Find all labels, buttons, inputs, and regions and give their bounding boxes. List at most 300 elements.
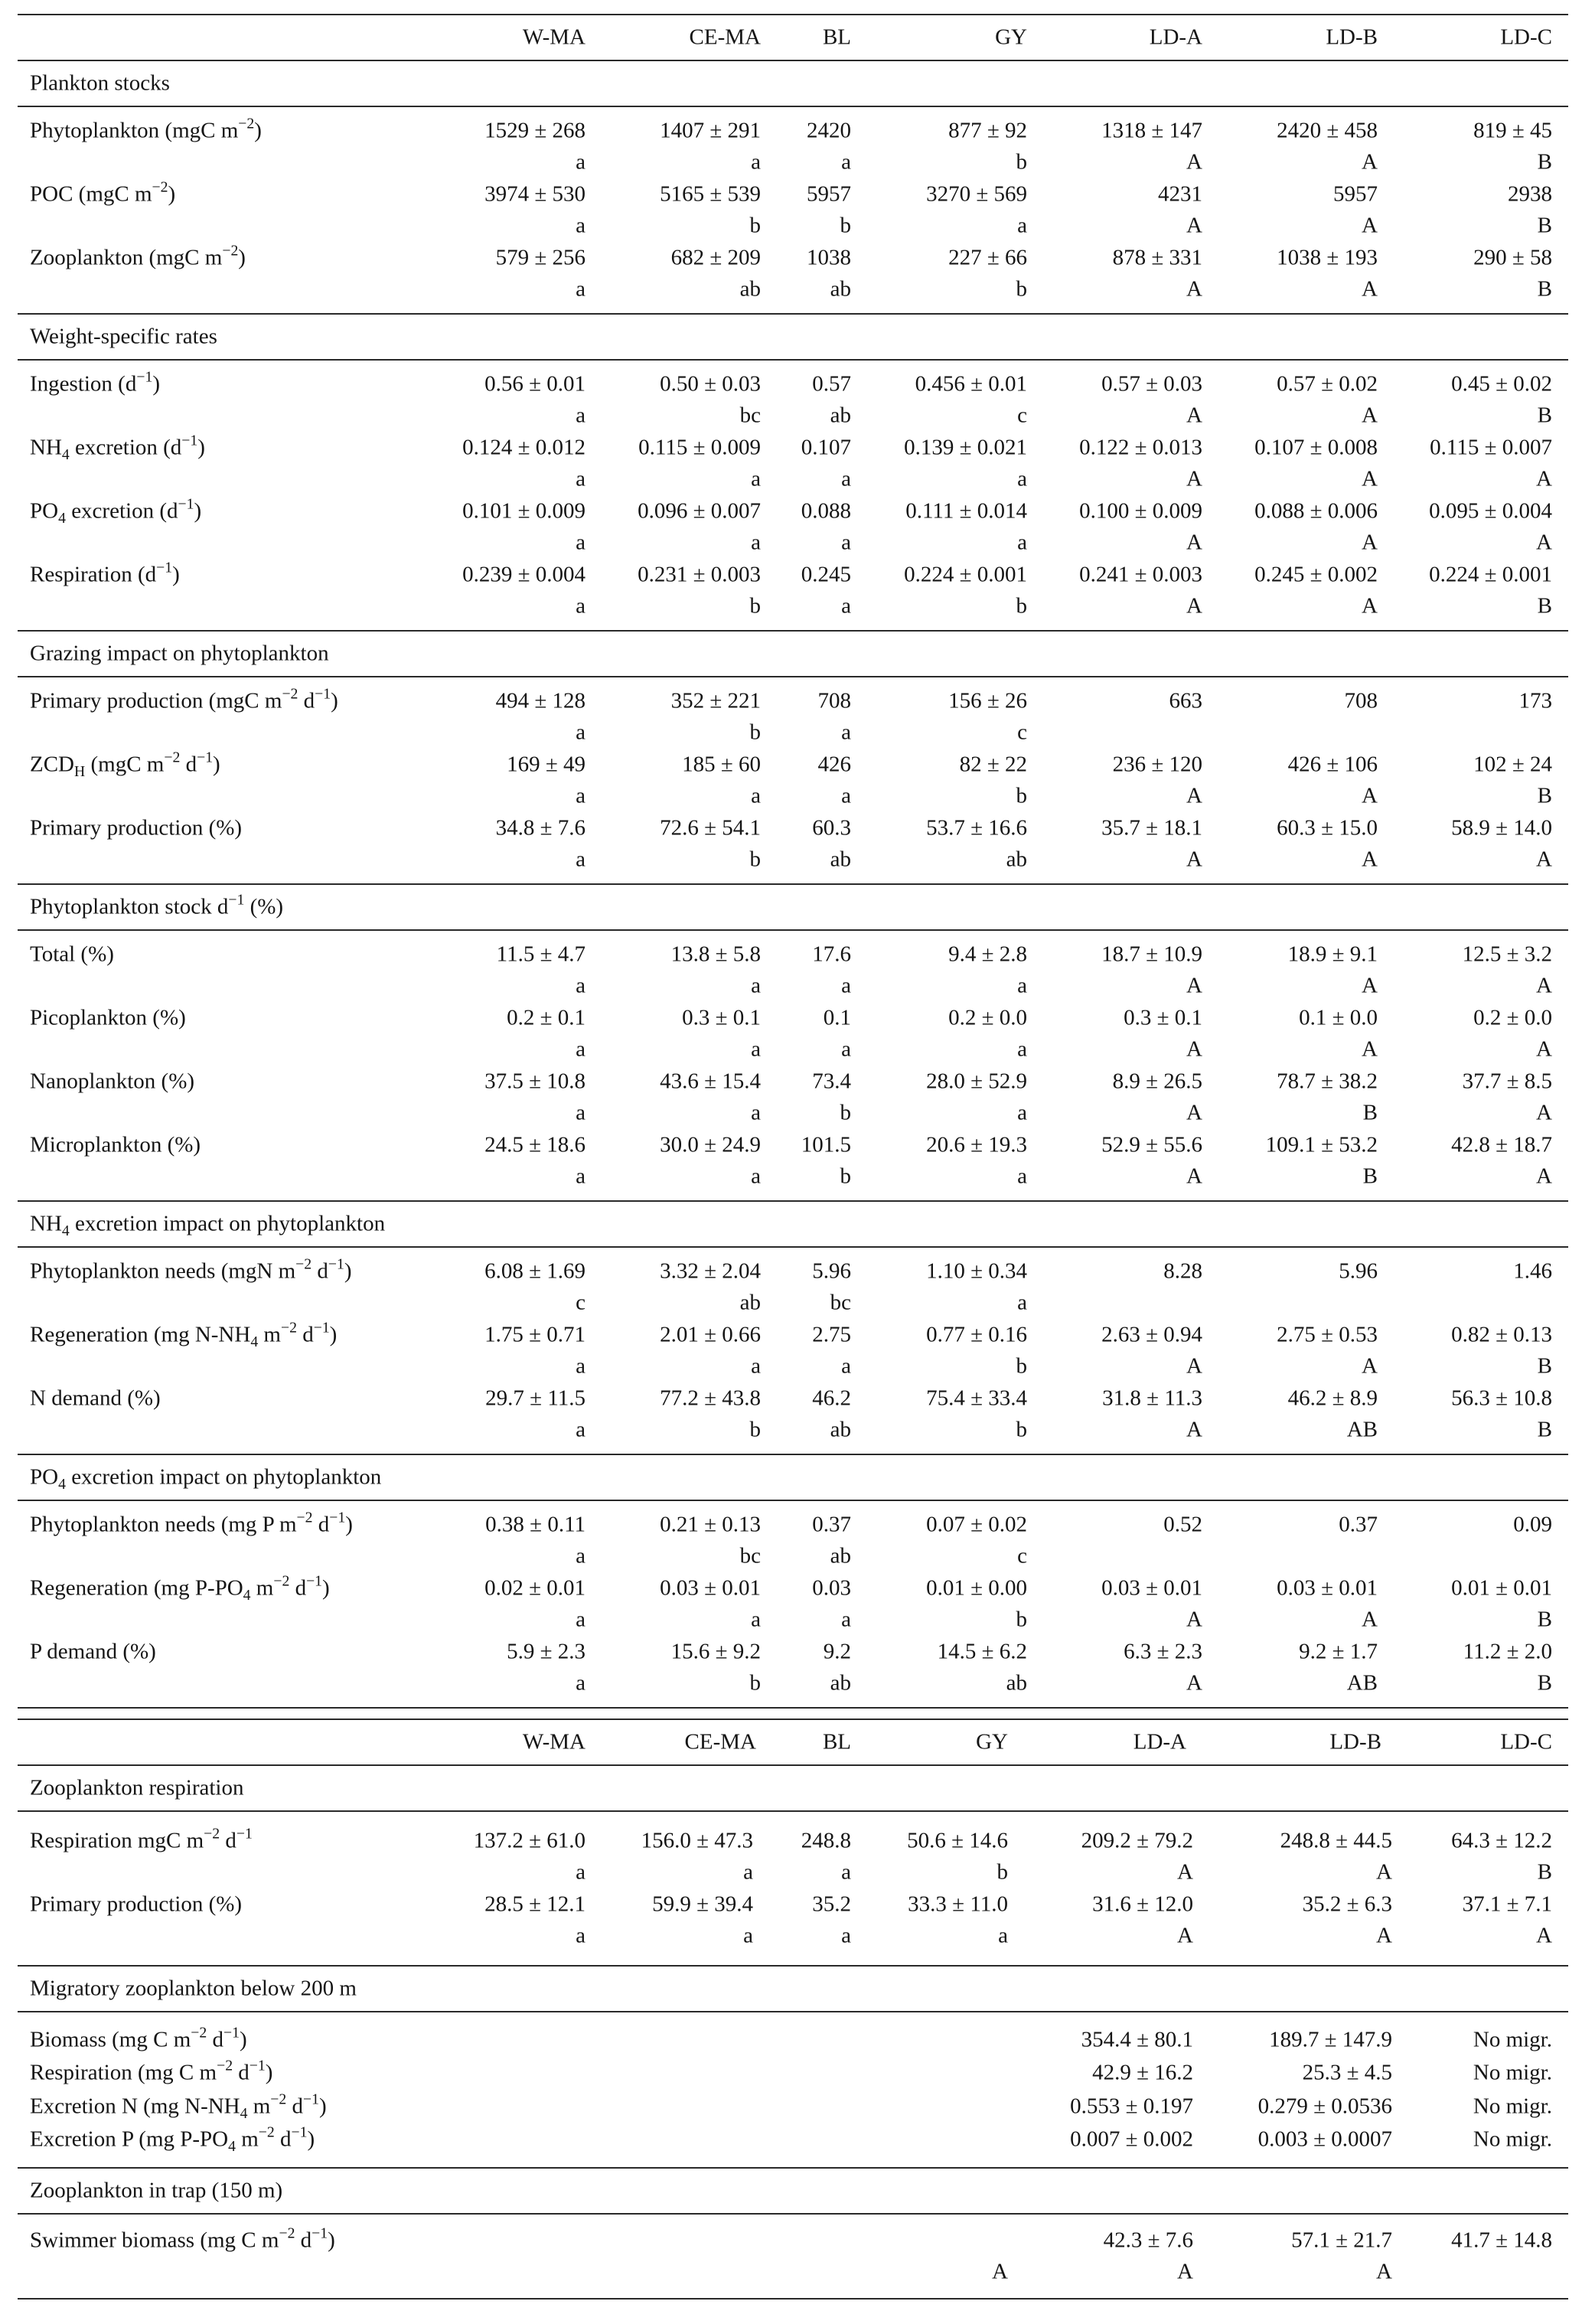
value-cell: 0.279 ± 0.0536 <box>1257 2094 1392 2119</box>
significance-row <box>18 844 1568 876</box>
section-body <box>18 1248 1568 1454</box>
value-cell: 1.10 ± 0.34 <box>926 1258 1027 1284</box>
significance-letter: b <box>1016 593 1027 619</box>
significance-letter: ab <box>830 1670 851 1696</box>
value-cell: 5.9 ± 2.3 <box>507 1639 586 1664</box>
significance-letter: a <box>1017 530 1027 555</box>
superscript: −1 <box>136 368 153 386</box>
significance-letter: A <box>1376 1859 1392 1885</box>
superscript: −1 <box>181 432 198 449</box>
value-cell: 0.02 ± 0.01 <box>484 1575 586 1601</box>
significance-letter: B <box>1362 1164 1378 1189</box>
superscript: −2 <box>204 1825 220 1843</box>
row-label <box>30 2091 327 2122</box>
value-cell: 0.77 ± 0.16 <box>926 1322 1027 1347</box>
significance-letter: A <box>1186 1417 1202 1442</box>
column-header-row <box>18 15 1568 60</box>
significance-letter: A <box>1362 593 1378 619</box>
value-cell: 0.21 ± 0.13 <box>660 1512 761 1537</box>
significance-row <box>18 1415 1568 1447</box>
significance-letter: A <box>1536 1164 1552 1189</box>
section-title <box>30 325 217 350</box>
text-segment: ) <box>197 435 205 460</box>
value-cell: 15.6 ± 9.2 <box>670 1639 761 1664</box>
value-cell: 35.2 ± 6.3 <box>1302 1892 1392 1917</box>
significance-row <box>18 1161 1568 1193</box>
value-cell: 35.7 ± 18.1 <box>1101 815 1202 840</box>
value-cell: 53.7 ± 16.6 <box>926 815 1027 840</box>
significance-letter: a <box>841 720 851 745</box>
significance-letter: A <box>1362 973 1378 998</box>
significance-letter: a <box>576 1036 586 1062</box>
column-header: LD-C <box>1500 24 1552 50</box>
significance-letter: B <box>1537 276 1552 302</box>
section-heading <box>18 61 1568 106</box>
text-segment: Picoplankton (%) <box>30 1005 186 1030</box>
value-cell: 1.75 ± 0.71 <box>484 1322 586 1347</box>
significance-letter: a <box>1017 213 1027 238</box>
significance-letter: a <box>576 149 586 175</box>
significance-row <box>18 1288 1568 1320</box>
text-segment: ) <box>213 752 220 777</box>
significance-letter: A <box>1376 2259 1392 2284</box>
significance-letter: bc <box>830 1290 851 1315</box>
value-cell: 1038 ± 193 <box>1277 245 1378 270</box>
significance-letter: A <box>1186 1036 1202 1062</box>
table-row <box>18 432 1568 464</box>
value-cell: 2938 <box>1508 181 1552 207</box>
significance-letter: a <box>751 1100 761 1125</box>
subscript: 4 <box>250 1333 259 1350</box>
significance-letter: AB <box>1346 1670 1378 1696</box>
value-cell: 0.03 ± 0.01 <box>660 1575 761 1601</box>
significance-letter: a <box>841 530 851 555</box>
section-body <box>18 677 1568 883</box>
table-row <box>18 1002 1568 1034</box>
superscript: −1 <box>312 2224 328 2242</box>
section-heading <box>18 1202 1568 1246</box>
table-1 <box>18 14 1568 1709</box>
row-label <box>30 432 205 463</box>
significance-letter: a <box>576 783 586 808</box>
value-cell: 58.9 ± 14.0 <box>1451 815 1552 840</box>
significance-letter: a <box>576 530 586 555</box>
significance-letter: A <box>992 2259 1008 2284</box>
text-segment: ) <box>345 1512 353 1537</box>
significance-letter: A <box>1177 1923 1193 1948</box>
value-cell: 20.6 ± 19.3 <box>926 1132 1027 1157</box>
significance-letter: ab <box>830 847 851 872</box>
value-cell: 878 ± 331 <box>1112 245 1202 270</box>
significance-letter: A <box>1536 847 1552 872</box>
significance-letter: a <box>743 1859 753 1885</box>
significance-row <box>18 400 1568 432</box>
value-cell: 0.3 ± 0.1 <box>682 1005 761 1030</box>
value-cell: 43.6 ± 15.4 <box>660 1069 761 1094</box>
superscript: −1 <box>306 1572 323 1590</box>
subscript: 4 <box>58 1475 66 1493</box>
significance-letter: A <box>1376 1923 1392 1948</box>
table-rule <box>18 2298 1568 2300</box>
significance-letter: bc <box>739 403 761 428</box>
row-label <box>30 115 262 143</box>
significance-letter: a <box>841 783 851 808</box>
text-segment: Excretion P (mg P-PO <box>30 2127 229 2152</box>
column-header: LD-A <box>1149 24 1202 50</box>
significance-letter: b <box>749 1417 761 1442</box>
table-row <box>18 1066 1568 1098</box>
significance-letter: ab <box>830 1543 851 1568</box>
value-cell: 60.3 <box>812 815 851 840</box>
significance-letter: A <box>1362 783 1378 808</box>
text-segment: d <box>180 752 197 777</box>
significance-letter: A <box>1186 1607 1202 1632</box>
value-cell: 2.01 ± 0.66 <box>660 1322 761 1347</box>
row-label <box>30 1572 330 1604</box>
significance-letter: A <box>1362 466 1378 491</box>
value-cell: 0.139 ± 0.021 <box>904 435 1027 460</box>
value-cell: 0.088 <box>801 498 851 524</box>
value-cell: 17.6 <box>812 942 851 967</box>
table-row <box>18 812 1568 844</box>
value-cell: 52.9 ± 55.6 <box>1101 1132 1202 1157</box>
value-cell: 0.003 ± 0.0007 <box>1257 2127 1392 2152</box>
value-cell: 248.8 ± 44.5 <box>1280 1828 1392 1853</box>
significance-row <box>18 1921 1568 1953</box>
table-row <box>18 1319 1568 1351</box>
text-segment: ) <box>344 1258 352 1284</box>
significance-row <box>18 717 1568 749</box>
table-row <box>18 2090 1568 2123</box>
superscript: −2 <box>164 749 181 766</box>
value-cell: 0.115 ± 0.007 <box>1430 435 1552 460</box>
value-cell: 5957 <box>1333 181 1378 207</box>
significance-letter: a <box>576 276 586 302</box>
text-segment: Zooplankton in trap (150 m) <box>30 2178 283 2203</box>
value-cell: 426 <box>817 752 851 777</box>
section-title <box>30 1464 382 1493</box>
column-header: CE-MA <box>684 1729 756 1754</box>
section-body <box>18 1501 1568 1707</box>
superscript: −1 <box>313 1319 330 1337</box>
significance-letter: a <box>841 466 851 491</box>
significance-row <box>18 464 1568 496</box>
text-segment: d <box>298 688 315 713</box>
significance-row <box>18 971 1568 1003</box>
value-cell: 37.1 ± 7.1 <box>1462 1892 1552 1917</box>
value-cell: 877 ± 92 <box>948 118 1027 143</box>
value-cell: 29.7 ± 11.5 <box>485 1386 586 1411</box>
text-segment: Swimmer biomass (mg C m <box>30 2228 279 2253</box>
text-segment: Ingestion (d <box>30 371 137 397</box>
value-cell: 24.5 ± 18.6 <box>484 1132 586 1157</box>
text-segment: ) <box>328 2228 335 2253</box>
significance-letter: A <box>1362 847 1378 872</box>
text-segment: m <box>250 1575 274 1601</box>
value-cell: 0.50 ± 0.03 <box>660 371 761 397</box>
value-cell: 0.38 ± 0.11 <box>485 1512 586 1537</box>
text-segment: Nanoplankton (%) <box>30 1069 195 1094</box>
significance-letter: a <box>576 1859 586 1885</box>
section-title <box>30 1212 385 1237</box>
significance-letter: a <box>576 1923 586 1948</box>
significance-letter: a <box>576 1164 586 1189</box>
superscript: −1 <box>329 1509 346 1526</box>
section-title <box>30 2179 282 2204</box>
significance-row <box>18 1541 1568 1573</box>
superscript: −2 <box>222 242 239 259</box>
table-row <box>18 1509 1568 1541</box>
significance-letter: a <box>841 1353 851 1379</box>
value-cell: 0.3 ± 0.1 <box>1124 1005 1202 1030</box>
value-cell: 0.01 ± 0.01 <box>1451 1575 1552 1601</box>
significance-letter: A <box>1186 1164 1202 1189</box>
section-title <box>30 641 329 667</box>
column-header: BL <box>822 24 851 50</box>
value-cell: 8.28 <box>1163 1258 1202 1284</box>
significance-letter: A <box>1186 783 1202 808</box>
value-cell: 12.5 ± 3.2 <box>1462 942 1552 967</box>
row-label <box>30 242 246 270</box>
significance-row <box>18 1098 1568 1130</box>
value-cell: 0.111 ± 0.014 <box>905 498 1027 524</box>
value-cell: No migr. <box>1473 2027 1552 2052</box>
significance-letter: a <box>1017 1164 1027 1189</box>
column-header: LD-B <box>1329 1729 1381 1754</box>
value-cell: 494 ± 128 <box>495 688 586 713</box>
significance-row <box>18 1034 1568 1066</box>
significance-letter: B <box>1537 593 1552 619</box>
text-segment: ) <box>331 688 338 713</box>
value-cell: 248.8 <box>801 1828 851 1853</box>
text-segment: Primary production (%) <box>30 815 243 840</box>
significance-letter: a <box>841 973 851 998</box>
significance-letter: a <box>751 783 761 808</box>
row-label <box>30 1069 194 1094</box>
significance-letter: A <box>1186 1670 1202 1696</box>
value-cell: 102 ± 24 <box>1473 752 1552 777</box>
value-cell: 14.5 ± 6.2 <box>937 1639 1027 1664</box>
value-cell: 236 ± 120 <box>1112 752 1202 777</box>
text-segment: Phytoplankton needs (mg P m <box>30 1512 297 1537</box>
section-body <box>18 931 1568 1200</box>
significance-letter: b <box>749 720 761 745</box>
value-cell: 0.1 ± 0.0 <box>1299 1005 1378 1030</box>
value-cell: 0.57 <box>812 371 851 397</box>
value-cell: 9.2 ± 1.7 <box>1299 1639 1378 1664</box>
text-segment: d <box>233 2060 250 2085</box>
value-cell: 169 ± 49 <box>507 752 586 777</box>
significance-letter: b <box>840 1100 851 1125</box>
significance-row <box>18 781 1568 813</box>
significance-letter: b <box>1016 1353 1027 1379</box>
subscript: 4 <box>240 2104 248 2122</box>
value-cell: 37.5 ± 10.8 <box>484 1069 586 1094</box>
text-segment: ) <box>194 498 202 524</box>
value-cell: 31.8 ± 11.3 <box>1102 1386 1202 1411</box>
row-label <box>30 2057 273 2086</box>
superscript: −1 <box>178 495 194 513</box>
significance-letter: a <box>743 1923 753 1948</box>
superscript: −1 <box>156 559 173 576</box>
significance-row <box>18 1351 1568 1383</box>
subscript: H <box>74 762 86 780</box>
significance-row <box>18 2257 1568 2289</box>
text-segment: Zooplankton (mgC m <box>30 245 223 270</box>
text-segment: Respiration (d <box>30 562 157 587</box>
value-cell: 42.9 ± 16.2 <box>1092 2060 1193 2085</box>
section-heading <box>18 885 1568 929</box>
table-row <box>18 368 1568 400</box>
value-cell: 25.3 ± 4.5 <box>1302 2060 1392 2085</box>
value-cell: 64.3 ± 12.2 <box>1451 1828 1552 1853</box>
table-row <box>18 938 1568 971</box>
column-header: GY <box>995 24 1027 50</box>
significance-letter: a <box>576 1417 586 1442</box>
text-segment: ) <box>239 2027 247 2052</box>
value-cell: 0.2 ± 0.0 <box>1473 1005 1552 1030</box>
significance-row <box>18 1604 1568 1637</box>
superscript: −1 <box>328 1255 344 1273</box>
text-segment: Grazing impact on phytoplankton <box>30 641 329 666</box>
row-label <box>30 1892 242 1917</box>
text-segment: Respiration (mg C m <box>30 2060 217 2085</box>
value-cell: 78.7 ± 38.2 <box>1277 1069 1378 1094</box>
row-label <box>30 1509 353 1537</box>
superscript: −2 <box>270 2091 287 2108</box>
superscript: −1 <box>228 891 245 909</box>
value-cell: 1038 <box>807 245 851 270</box>
table-separator <box>0 1709 1582 1719</box>
text-segment: (mgC m <box>85 752 165 777</box>
significance-letter: A <box>1536 1923 1552 1948</box>
significance-letter: a <box>576 466 586 491</box>
significance-letter: a <box>576 973 586 998</box>
subscript: 4 <box>58 509 66 527</box>
value-cell: 4231 <box>1158 181 1202 207</box>
significance-letter: b <box>1016 276 1027 302</box>
text-segment: Phytoplankton stock d <box>30 894 229 919</box>
text-segment: ) <box>254 118 262 143</box>
value-cell: 28.5 ± 12.1 <box>484 1892 586 1917</box>
value-cell: 2.63 ± 0.94 <box>1101 1322 1202 1347</box>
value-cell: 0.100 ± 0.009 <box>1079 498 1202 524</box>
value-cell: 0.224 ± 0.001 <box>904 562 1027 587</box>
text-segment: Migratory zooplankton below 200 m <box>30 1976 357 2001</box>
table-row <box>18 685 1568 717</box>
column-header: LD-B <box>1326 24 1378 50</box>
value-cell: 77.2 ± 43.8 <box>660 1386 761 1411</box>
section-title <box>30 1976 357 2002</box>
value-cell: 0.122 ± 0.013 <box>1079 435 1202 460</box>
text-segment: d <box>289 1575 307 1601</box>
value-cell: 0.239 ± 0.004 <box>462 562 586 587</box>
significance-letter: B <box>1537 1417 1552 1442</box>
significance-letter: ab <box>830 276 851 302</box>
value-cell: 0.096 ± 0.007 <box>638 498 761 524</box>
superscript: −1 <box>197 749 214 766</box>
value-cell: 185 ± 60 <box>682 752 761 777</box>
text-segment: Regeneration (mg N-NH <box>30 1322 251 1347</box>
text-segment: PO <box>30 498 59 524</box>
column-header: GY <box>976 1729 1008 1754</box>
row-label <box>30 2123 315 2156</box>
row-label <box>30 1005 186 1030</box>
value-cell: 34.8 ± 7.6 <box>495 815 586 840</box>
significance-letter: A <box>1536 1036 1552 1062</box>
section-heading <box>18 1766 1568 1810</box>
value-cell: 42.3 ± 7.6 <box>1103 2228 1193 2253</box>
column-header: LD-C <box>1500 1729 1552 1754</box>
value-cell: 8.9 ± 26.5 <box>1112 1069 1202 1094</box>
significance-letter: A <box>1362 276 1378 302</box>
value-cell: 290 ± 58 <box>1473 245 1552 270</box>
superscript: −2 <box>258 2123 275 2141</box>
value-cell: 82 ± 22 <box>959 752 1027 777</box>
significance-letter: A <box>1536 1100 1552 1125</box>
significance-letter: A <box>1536 466 1552 491</box>
value-cell: 11.2 ± 2.0 <box>1463 1639 1552 1664</box>
section-title <box>30 1776 243 1801</box>
text-segment: m <box>258 1322 281 1347</box>
value-cell: 708 <box>817 688 851 713</box>
value-cell: 101.5 <box>801 1132 851 1157</box>
row-label <box>30 1255 352 1284</box>
significance-letter: A <box>1362 530 1378 555</box>
significance-letter: a <box>751 149 761 175</box>
text-segment: d <box>286 2094 304 2119</box>
value-cell: 60.3 ± 15.0 <box>1277 815 1378 840</box>
column-header: W-MA <box>522 24 586 50</box>
significance-letter: B <box>1537 783 1552 808</box>
significance-letter: a <box>1017 1036 1027 1062</box>
value-cell: 0.01 ± 0.00 <box>926 1575 1027 1601</box>
significance-letter: B <box>1537 1670 1552 1696</box>
significance-letter: a <box>751 466 761 491</box>
value-cell: 1318 ± 147 <box>1101 118 1202 143</box>
value-cell: 0.101 ± 0.009 <box>462 498 586 524</box>
significance-letter: ab <box>1006 1670 1027 1696</box>
row-label <box>30 368 160 397</box>
value-cell: 50.6 ± 14.6 <box>907 1828 1008 1853</box>
significance-letter: A <box>1186 1353 1202 1379</box>
table-row <box>18 1825 1568 1857</box>
superscript: −1 <box>249 2057 266 2074</box>
significance-letter: ab <box>1006 847 1027 872</box>
significance-letter: a <box>1017 466 1027 491</box>
table-row <box>18 178 1568 211</box>
superscript: −1 <box>291 2123 308 2141</box>
value-cell: 57.1 ± 21.7 <box>1291 2228 1392 2253</box>
value-cell: 0.553 ± 0.197 <box>1070 2094 1193 2119</box>
table-row <box>18 1572 1568 1604</box>
text-segment: ) <box>238 245 246 270</box>
section-heading <box>18 315 1568 359</box>
significance-letter: b <box>1016 783 1027 808</box>
value-cell: 354.4 ± 80.1 <box>1081 2027 1193 2052</box>
text-segment: d <box>220 1828 236 1853</box>
section-heading <box>18 1967 1568 2011</box>
row-label <box>30 559 180 587</box>
table-row <box>18 1888 1568 1921</box>
text-segment: Regeneration (mg P-PO <box>30 1575 243 1601</box>
value-cell: No migr. <box>1473 2094 1552 2119</box>
value-cell: 682 ± 209 <box>670 245 761 270</box>
table-row <box>18 115 1568 147</box>
subscript: 4 <box>243 1586 251 1604</box>
value-cell: 5.96 <box>812 1258 851 1284</box>
significance-letter: b <box>749 847 761 872</box>
